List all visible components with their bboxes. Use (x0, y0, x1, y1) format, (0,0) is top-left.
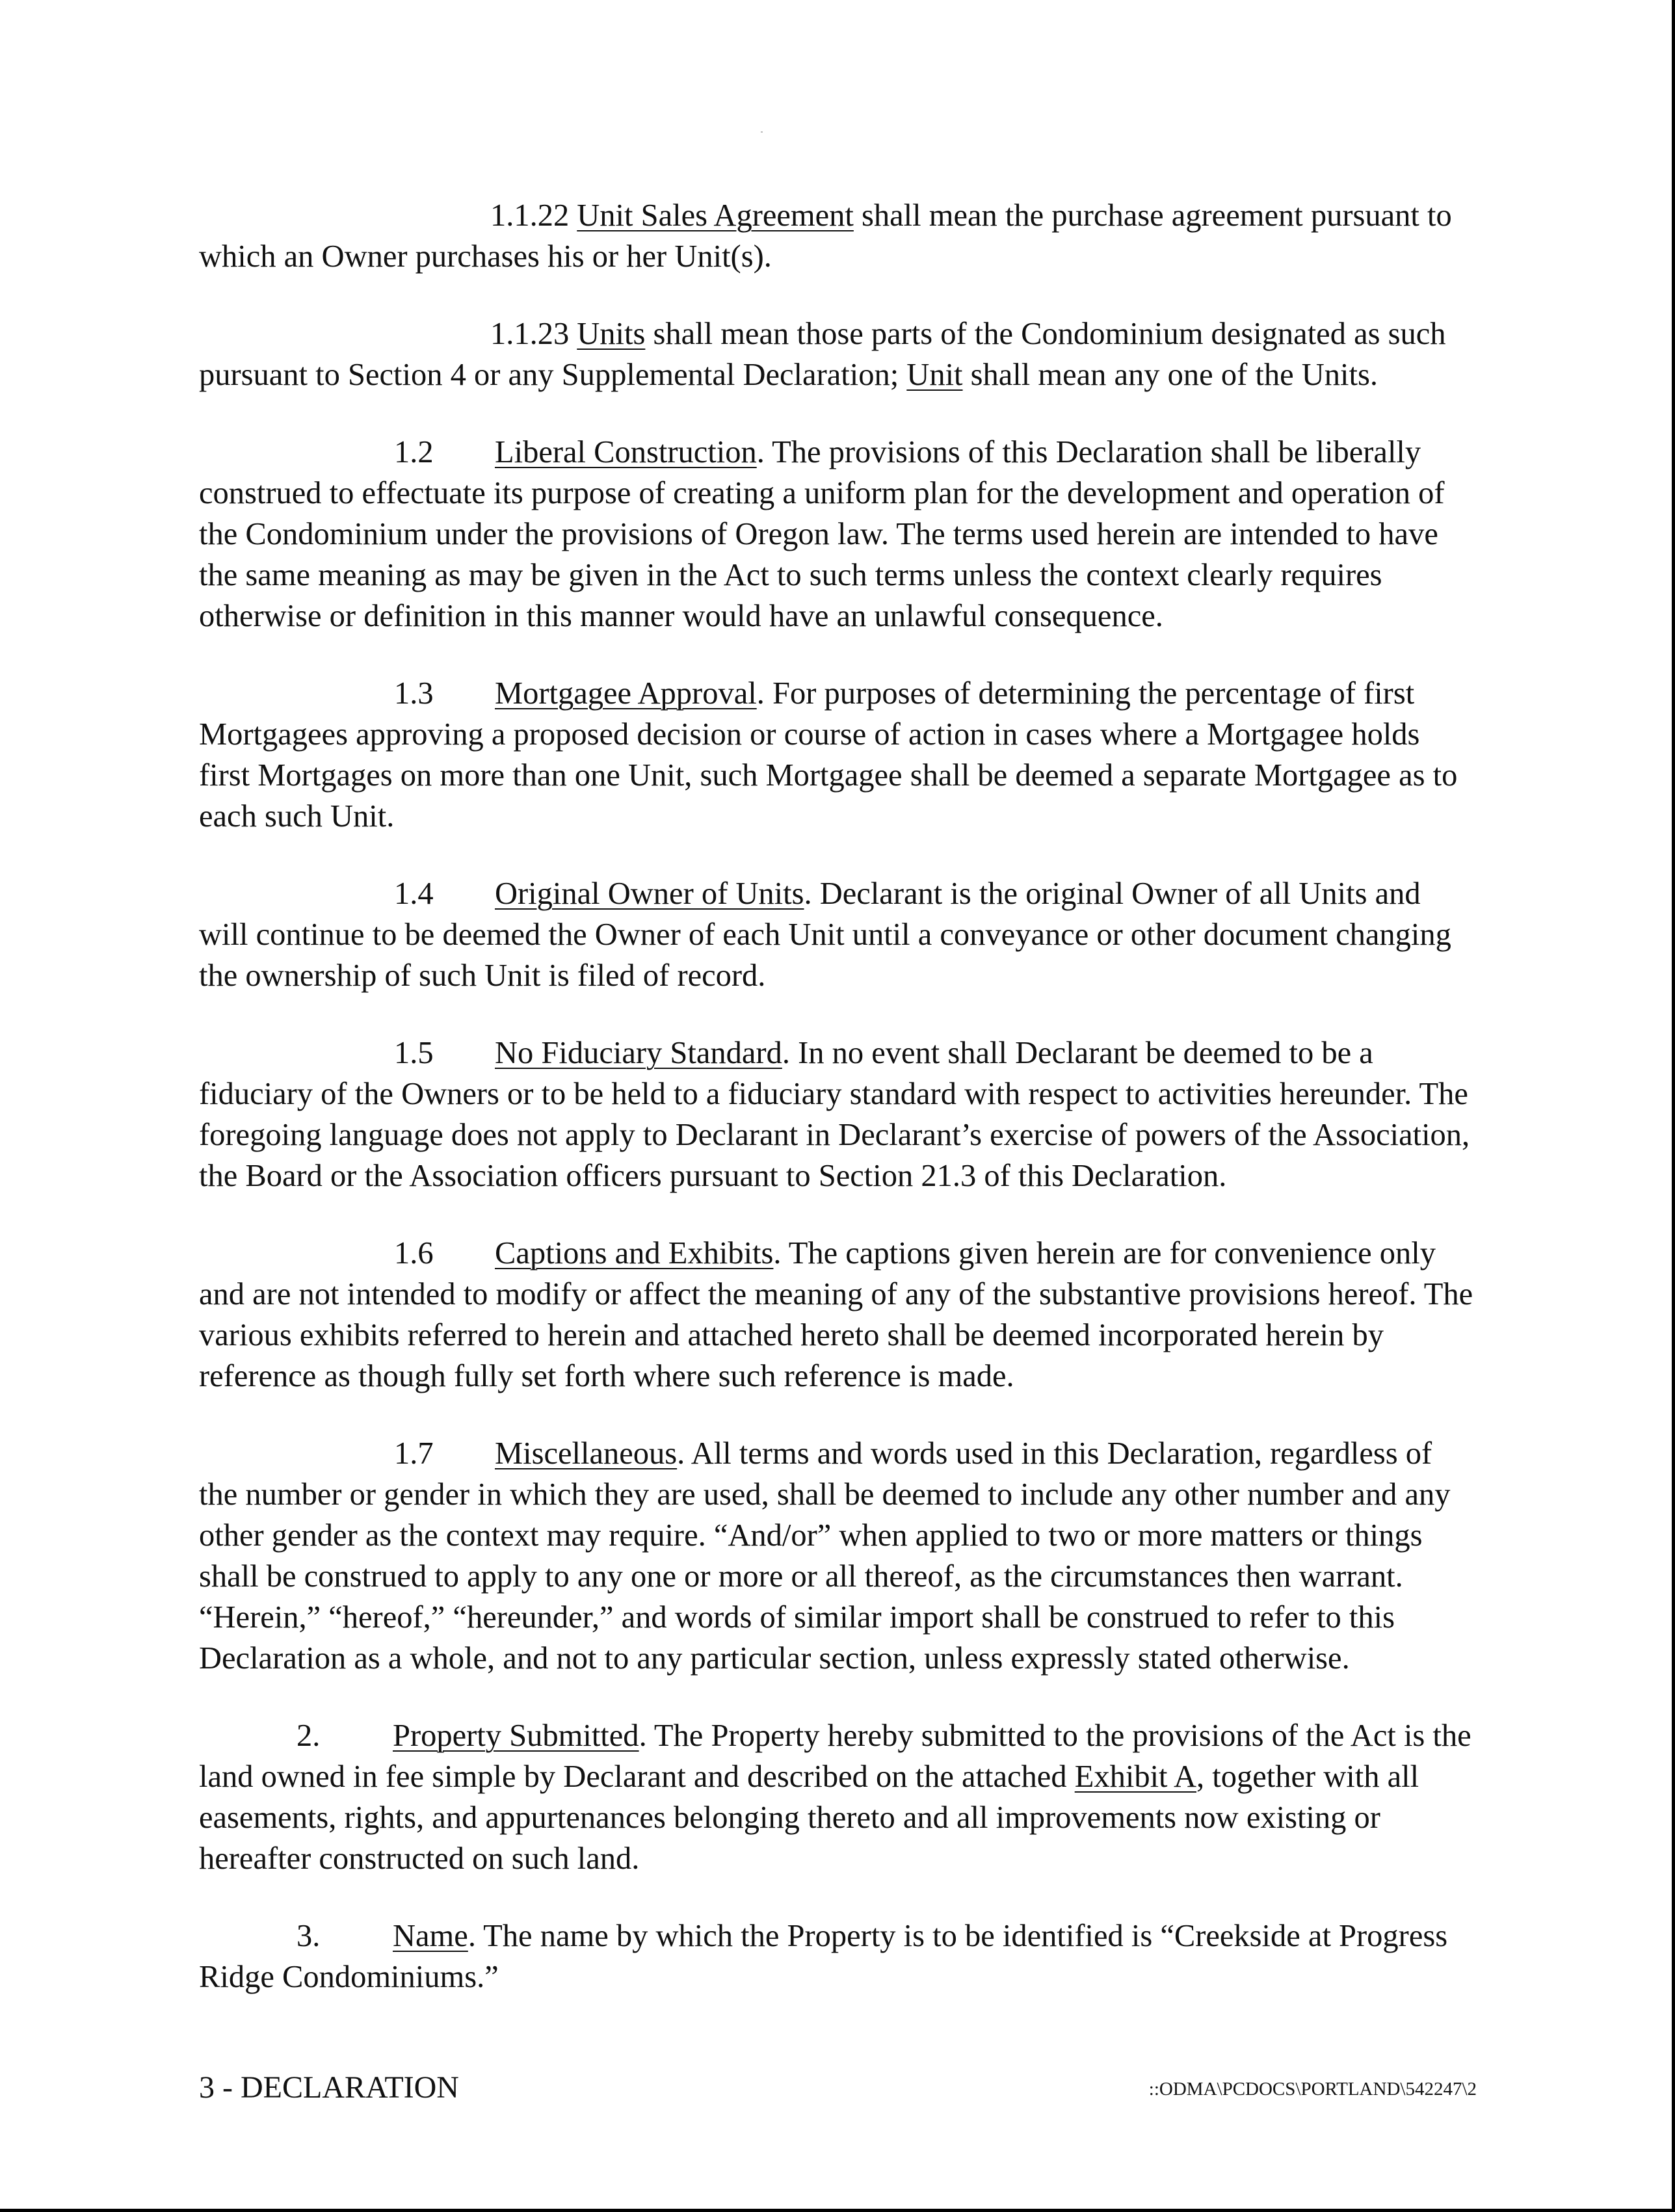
section-number: 1.5 (394, 1036, 434, 1070)
section-1-2 (199, 432, 1477, 637)
section-number: 1.4 (394, 876, 434, 911)
section-text: . The captions given herein are for convenience only and are not intended to modify or affect the meaning of any of the substantive provisions hereof. The various exhibits referred to herein and attached hereto shall be deemed incorporated herein by reference as though fully set forth where such reference is made. (199, 1236, 1473, 1393)
section-1-5 (199, 1033, 1477, 1196)
section-heading: Property Submitted (393, 1718, 639, 1753)
section-text: , together with all easements, rights, and appurtenances belonging thereto and all improvements now existing or hereafter constructed on such land. (199, 1759, 1419, 1876)
section-2 (199, 1715, 1477, 1879)
section-number: 2. (297, 1718, 321, 1753)
section-number: 1.3 (394, 676, 434, 711)
scan-speck (761, 131, 763, 133)
section-text: shall mean any one of the Units. (962, 358, 1378, 392)
section-text: . Declarant is the original Owner of all Units and will continue to be deemed the Owner of each Unit until a conveyance or other document changing the ownership of such Unit is filed of record. (199, 876, 1451, 993)
section-heading: No Fiduciary Standard (495, 1036, 782, 1070)
section-number: 3. (297, 1919, 321, 1953)
exhibit-reference: Exhibit A (1074, 1759, 1196, 1794)
defined-term: Unit (906, 358, 963, 392)
section-1-7 (199, 1433, 1477, 1679)
section-text: shall mean the purchase agreement pursuant to which an Owner purchases his or her Unit(s). (199, 198, 1452, 274)
section-number: 1.2 (394, 435, 434, 469)
section-text: . For purposes of determining the percentage of first Mortgagees approving a proposed decision or course of action in cases where a Mortgagee holds first Mortgages on more than one Unit, such Mortgagee shall be deemed a separate Mortgagee as to each such Unit. (199, 676, 1458, 834)
section-heading: Captions and Exhibits (495, 1236, 774, 1271)
section-heading: Unit Sales Agreement (577, 198, 854, 233)
section-text: . In no event shall Declarant be deemed to be a fiduciary of the Owners or to be held to a fiduciary standard with respect to activities hereunder. The foregoing language does not apply to Declarant in Declarant’s exercise of powers of the Association, the Board or the Association officers pursuant to Section 21.3 of this Declaration. (199, 1036, 1470, 1193)
section-text: . The Property hereby submitted to the provisions of the Act is the land owned in fee simple by Declarant and described on the attached (199, 1718, 1471, 1794)
section-1-6 (199, 1233, 1477, 1397)
section-heading: Mortgagee Approval (495, 676, 757, 711)
section-heading: Name (393, 1919, 468, 1953)
section-heading: Units (577, 317, 646, 351)
section-1-1-23 (199, 313, 1477, 395)
section-1-1-22 (199, 195, 1477, 277)
section-heading: Liberal Construction (495, 435, 757, 469)
section-heading: Original Owner of Units (495, 876, 804, 911)
section-1-4 (199, 873, 1477, 996)
section-text: shall mean those parts of the Condominium designated as such pursuant to Section 4 or any Supplemental Declaration; (199, 317, 1446, 392)
section-text: . The name by which the Property is to be identified is “Creekside at Progress Ridge Condominiums.” (199, 1919, 1448, 1994)
section-text: . The provisions of this Declaration shall be liberally construed to effectuate its purpose of creating a uniform plan for the development and operation of the Condominium under the provisions of Oregon law. The terms used herein are intended to have the same meaning as may be given in the Act to such terms unless the context clearly requires otherwise or definition in this manner would have an unlawful consequence. (199, 435, 1445, 633)
document-id: ::ODMA\PCDOCS\PORTLAND\542247\2 (1148, 2079, 1477, 2100)
document-body (199, 195, 1477, 2034)
page-footer (199, 2070, 1477, 2109)
page-label: 3 - DECLARATION (199, 2070, 459, 2105)
section-1-3 (199, 673, 1477, 837)
section-3 (199, 1916, 1477, 1997)
section-text: . All terms and words used in this Declaration, regardless of the number or gender in which they are used, shall be deemed to include any other number and any other gender as the context may require. “And/or” when applied to two or more matters or things shall be construed to apply to any one or more or all thereof, as the circumstances then warrant. “Herein,” “hereof,” “hereunder,” and words of similar import shall be construed to refer to this Declaration as a whole, and not to any particular section, unless expressly stated otherwise. (199, 1436, 1451, 1676)
section-number: 1.7 (394, 1436, 434, 1471)
section-number: 1.6 (394, 1236, 434, 1271)
section-number: 1.1.22 (490, 198, 570, 233)
section-heading: Miscellaneous (495, 1436, 678, 1471)
section-number: 1.1.23 (490, 317, 570, 351)
